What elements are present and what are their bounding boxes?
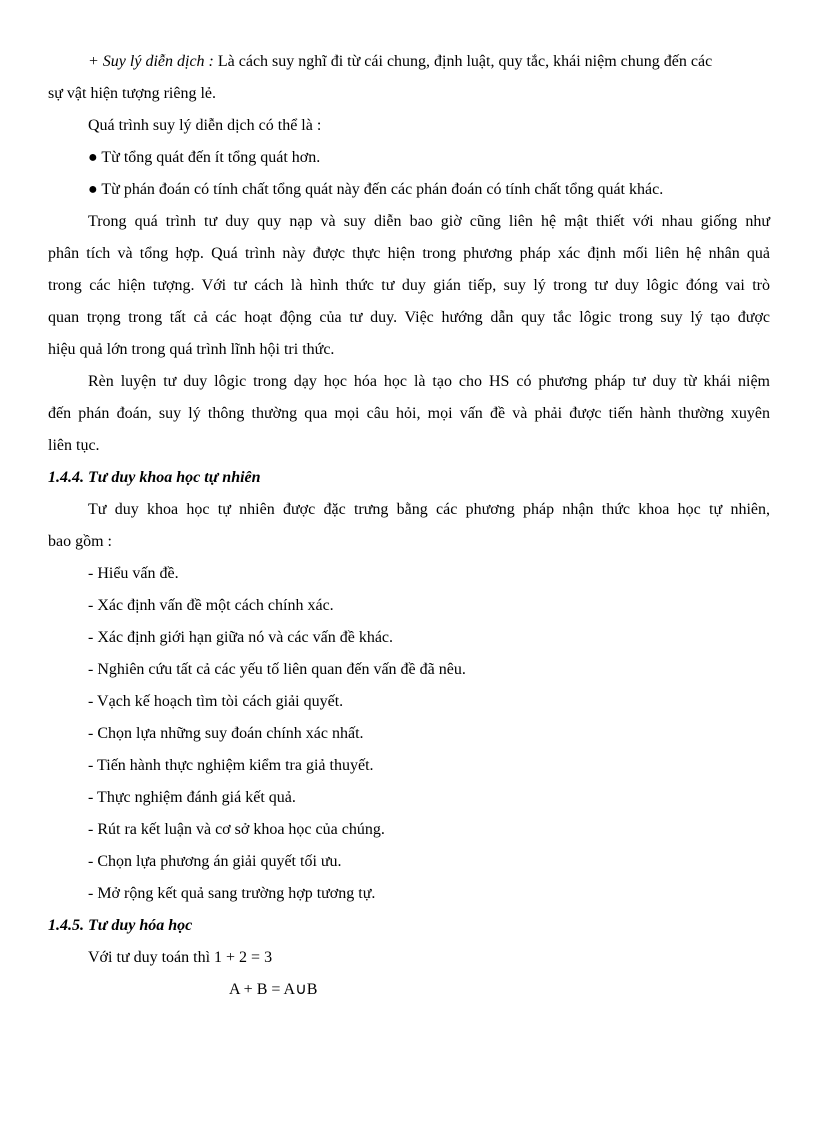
set-union-formula: A + B = A∪B <box>229 981 318 998</box>
bullet-item: ● Từ tổng quát đến ít tổng quát hơn. <box>88 149 321 166</box>
math-example-line: Với tư duy toán thì 1 + 2 = 3 <box>88 949 273 966</box>
list-item: - Hiểu vấn đề. <box>88 565 179 582</box>
paragraph-deductive-line2: sự vật hiện tượng riêng lẻ. <box>48 85 216 102</box>
section-heading-1-4-5: 1.4.5. Tư duy hóa học <box>48 917 193 934</box>
paragraph-line: Tư duy khoa học tự nhiên được đặc trưng bằng các phương pháp nhận thức khoa học tự nhiên, <box>88 501 770 518</box>
paragraph-line: trong các hiện tượng. Với tư cách là hình thức tư duy gián tiếp, suy lý trong tư duy lôgic đóng vai trò <box>48 277 770 294</box>
document-page <box>48 46 770 1006</box>
list-item: - Mở rộng kết quả sang trường hợp tương tự. <box>88 885 376 902</box>
section-heading-1-4-4: 1.4.4. Tư duy khoa học tự nhiên <box>48 469 261 486</box>
deductive-term: + Suy lý diễn dịch : <box>88 53 214 70</box>
list-item: - Tiến hành thực nghiệm kiểm tra giả thuyết. <box>88 757 374 774</box>
list-item: - Vạch kế hoạch tìm tòi cách giải quyết. <box>88 693 344 710</box>
list-item: - Nghiên cứu tất cả các yếu tố liên quan đến vấn đề đã nêu. <box>88 661 466 678</box>
paragraph-deductive-line1 <box>48 46 770 78</box>
paragraph-line: liên tục. <box>48 437 100 454</box>
paragraph-line: đến phán đoán, suy lý thông thường qua mọi câu hỏi, mọi vấn đề và phải được tiến hành thường xuyên <box>48 405 770 422</box>
paragraph-line: bao gồm : <box>48 533 112 550</box>
paragraph-line: Rèn luyện tư duy lôgic trong dạy học hóa học là tạo cho HS có phương pháp tư duy từ khái niệm <box>88 373 770 390</box>
deductive-definition: Là cách suy nghĩ đi từ cái chung, định luật, quy tắc, khái niệm chung đến các <box>213 53 713 70</box>
paragraph-line: quan trọng trong tất cả các hoạt động của tư duy. Việc hướng dẫn quy tắc lôgic trong suy lý tạo được <box>48 309 770 326</box>
paragraph-line: Trong quá trình tư duy quy nạp và suy diễn bao giờ cũng liên hệ mật thiết với nhau giống như <box>88 213 770 230</box>
list-item: - Xác định vấn đề một cách chính xác. <box>88 597 334 614</box>
list-item: - Rút ra kết luận và cơ sở khoa học của chúng. <box>88 821 385 838</box>
list-item: - Chọn lựa những suy đoán chính xác nhất. <box>88 725 364 742</box>
list-item: - Thực nghiệm đánh giá kết quả. <box>88 789 296 806</box>
list-item: - Chọn lựa phương án giải quyết tối ưu. <box>88 853 342 870</box>
paragraph-process-intro: Quá trình suy lý diễn dịch có thể là : <box>88 117 322 134</box>
list-item: - Xác định giới hạn giữa nó và các vấn đề khác. <box>88 629 394 646</box>
paragraph-line: phân tích và tổng hợp. Quá trình này được thực hiện trong phương pháp xác định mối liên hệ nhân quả <box>48 245 770 262</box>
bullet-item: ● Từ phán đoán có tính chất tổng quát này đến các phán đoán có tính chất tổng quát khác. <box>88 181 664 198</box>
paragraph-line: hiệu quả lớn trong quá trình lĩnh hội tri thức. <box>48 341 335 358</box>
